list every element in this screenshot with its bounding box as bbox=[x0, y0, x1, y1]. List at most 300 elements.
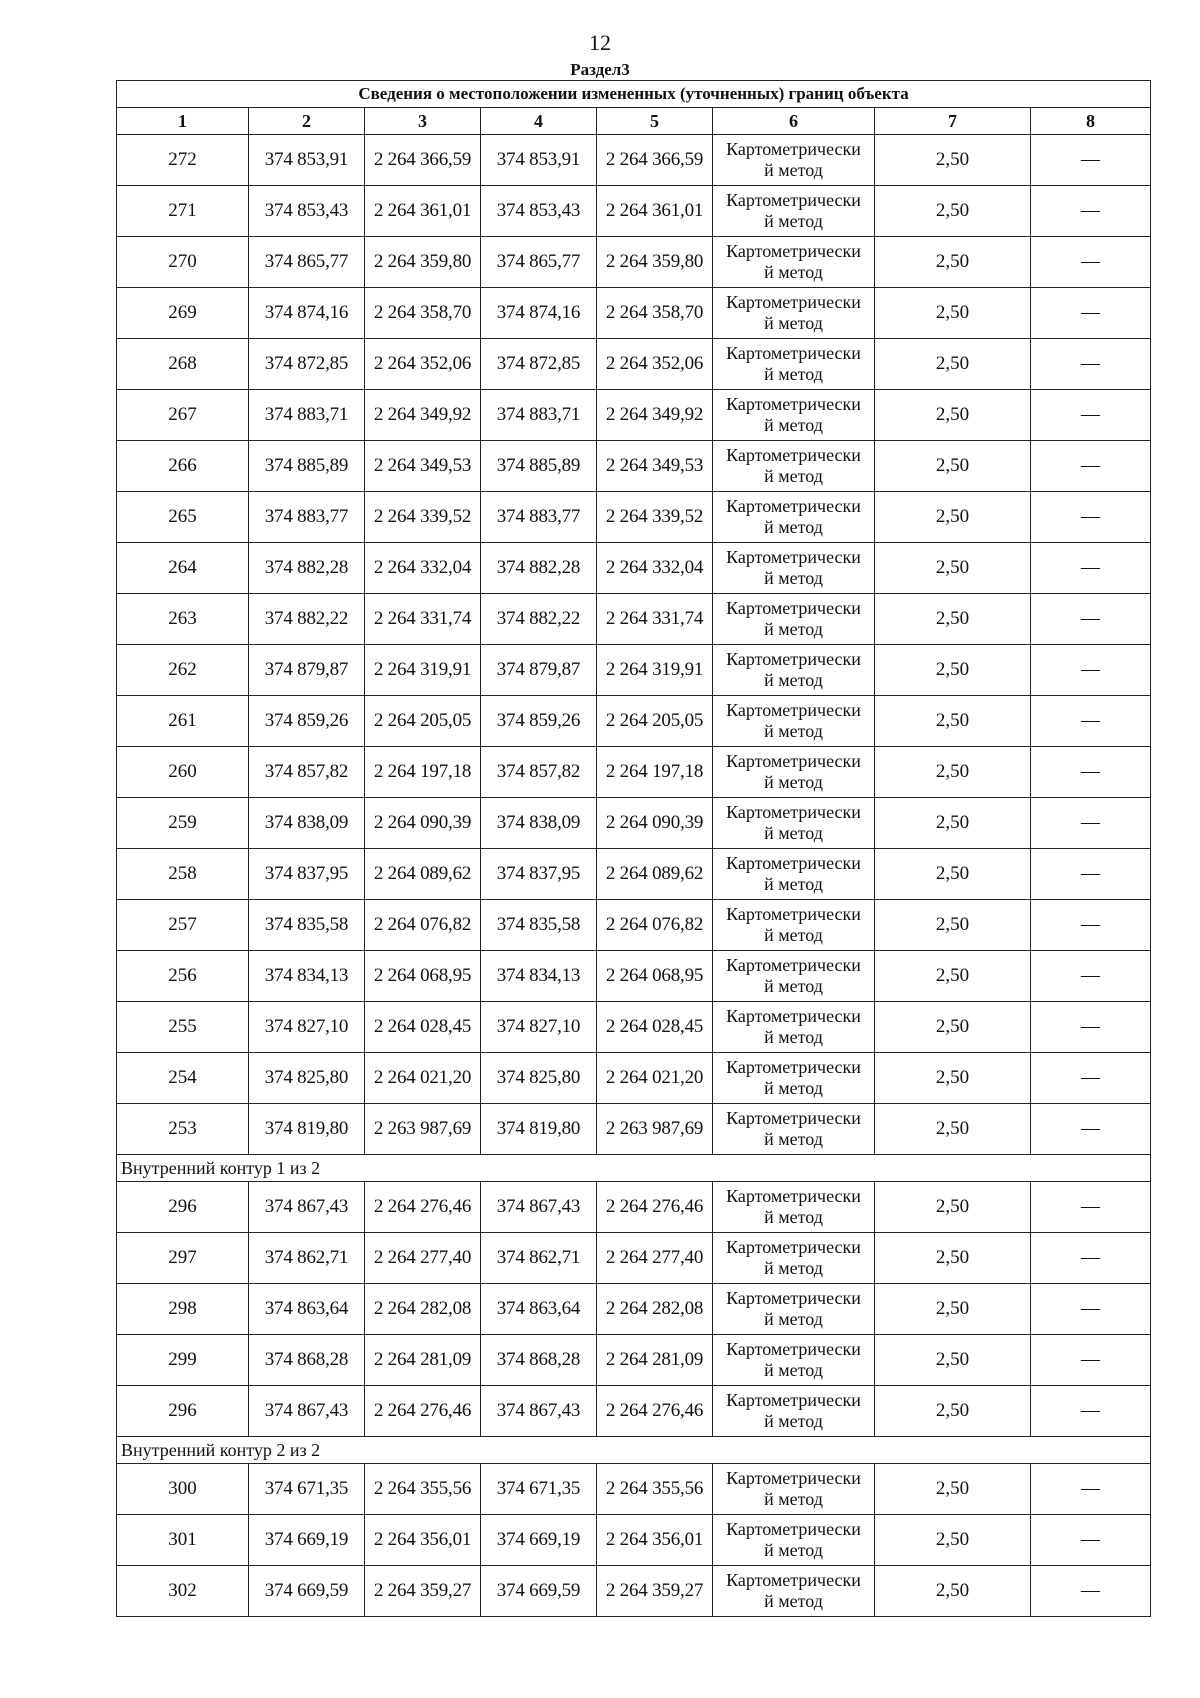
point-number-cell: 300 bbox=[117, 1464, 249, 1515]
y-new-cell: 2 264 352,06 bbox=[597, 339, 713, 390]
y-new-cell: 2 264 281,09 bbox=[597, 1335, 713, 1386]
y-new-cell: 2 264 349,92 bbox=[597, 390, 713, 441]
x-new-cell: 374 882,28 bbox=[481, 543, 597, 594]
x-old-cell: 374 827,10 bbox=[249, 1002, 365, 1053]
method-cell bbox=[713, 390, 875, 441]
description-dash-cell: — bbox=[1031, 1515, 1151, 1566]
method-text-line2: й метод bbox=[764, 874, 823, 894]
method-text-line1: Картометрически bbox=[726, 1390, 861, 1410]
description-dash-cell: — bbox=[1031, 1182, 1151, 1233]
accuracy-cell: 2,50 bbox=[875, 747, 1031, 798]
method-text-line2: й метод bbox=[764, 1207, 823, 1227]
method-cell bbox=[713, 849, 875, 900]
x-old-cell: 374 853,43 bbox=[249, 186, 365, 237]
table-row bbox=[117, 1002, 1151, 1053]
method-text-line1: Картометрически bbox=[726, 1237, 861, 1257]
description-dash-cell: — bbox=[1031, 492, 1151, 543]
x-old-cell: 374 669,59 bbox=[249, 1566, 365, 1617]
method-cell bbox=[713, 1053, 875, 1104]
accuracy-cell: 2,50 bbox=[875, 135, 1031, 186]
table-row bbox=[117, 645, 1151, 696]
x-new-cell: 374 838,09 bbox=[481, 798, 597, 849]
method-text-line2: й метод bbox=[764, 568, 823, 588]
method-text-line2: й метод bbox=[764, 1078, 823, 1098]
y-old-cell: 2 264 282,08 bbox=[365, 1284, 481, 1335]
point-number-cell: 262 bbox=[117, 645, 249, 696]
column-header: 7 bbox=[875, 108, 1031, 135]
method-text-line2: й метод bbox=[764, 1411, 823, 1431]
table-row bbox=[117, 135, 1151, 186]
y-new-cell: 2 264 366,59 bbox=[597, 135, 713, 186]
method-text-line1: Картометрически bbox=[726, 955, 861, 975]
x-new-cell: 374 872,85 bbox=[481, 339, 597, 390]
point-number-cell: 270 bbox=[117, 237, 249, 288]
y-new-cell: 2 264 282,08 bbox=[597, 1284, 713, 1335]
accuracy-cell: 2,50 bbox=[875, 186, 1031, 237]
description-dash-cell: — bbox=[1031, 1002, 1151, 1053]
table-row bbox=[117, 1335, 1151, 1386]
point-number-cell: 260 bbox=[117, 747, 249, 798]
x-new-cell: 374 837,95 bbox=[481, 849, 597, 900]
x-new-cell: 374 874,16 bbox=[481, 288, 597, 339]
method-text-line1: Картометрически bbox=[726, 1570, 861, 1590]
accuracy-cell: 2,50 bbox=[875, 645, 1031, 696]
point-number-cell: 299 bbox=[117, 1335, 249, 1386]
description-dash-cell: — bbox=[1031, 1464, 1151, 1515]
x-old-cell: 374 865,77 bbox=[249, 237, 365, 288]
method-text-line2: й метод bbox=[764, 823, 823, 843]
column-header: 5 bbox=[597, 108, 713, 135]
x-new-cell: 374 834,13 bbox=[481, 951, 597, 1002]
table-row bbox=[117, 1104, 1151, 1155]
method-text-line2: й метод bbox=[764, 364, 823, 384]
method-text-line1: Картометрически bbox=[726, 292, 861, 312]
y-new-cell: 2 264 349,53 bbox=[597, 441, 713, 492]
x-old-cell: 374 867,43 bbox=[249, 1182, 365, 1233]
y-new-cell: 2 264 068,95 bbox=[597, 951, 713, 1002]
method-cell bbox=[713, 696, 875, 747]
method-text-line1: Картометрически bbox=[726, 547, 861, 567]
accuracy-cell: 2,50 bbox=[875, 1464, 1031, 1515]
y-old-cell: 2 264 281,09 bbox=[365, 1335, 481, 1386]
y-new-cell: 2 264 028,45 bbox=[597, 1002, 713, 1053]
method-text-line1: Картометрически bbox=[726, 1006, 861, 1026]
y-old-cell: 2 264 358,70 bbox=[365, 288, 481, 339]
method-text-line2: й метод bbox=[764, 1258, 823, 1278]
method-text-line2: й метод bbox=[764, 1540, 823, 1560]
method-text-line2: й метод bbox=[764, 925, 823, 945]
point-number-cell: 271 bbox=[117, 186, 249, 237]
y-new-cell: 2 264 276,46 bbox=[597, 1386, 713, 1437]
point-number-cell: 265 bbox=[117, 492, 249, 543]
table-row bbox=[117, 849, 1151, 900]
accuracy-cell: 2,50 bbox=[875, 1284, 1031, 1335]
x-old-cell: 374 834,13 bbox=[249, 951, 365, 1002]
x-new-cell: 374 671,35 bbox=[481, 1464, 597, 1515]
point-number-cell: 301 bbox=[117, 1515, 249, 1566]
y-new-cell: 2 264 332,04 bbox=[597, 543, 713, 594]
description-dash-cell: — bbox=[1031, 696, 1151, 747]
column-header-row bbox=[117, 108, 1151, 135]
method-cell bbox=[713, 288, 875, 339]
method-text-line1: Картометрически bbox=[726, 139, 861, 159]
accuracy-cell: 2,50 bbox=[875, 1182, 1031, 1233]
description-dash-cell: — bbox=[1031, 1566, 1151, 1617]
accuracy-cell: 2,50 bbox=[875, 492, 1031, 543]
x-old-cell: 374 825,80 bbox=[249, 1053, 365, 1104]
table-row bbox=[117, 1284, 1151, 1335]
accuracy-cell: 2,50 bbox=[875, 1566, 1031, 1617]
accuracy-cell: 2,50 bbox=[875, 951, 1031, 1002]
x-new-cell: 374 863,64 bbox=[481, 1284, 597, 1335]
y-old-cell: 2 264 089,62 bbox=[365, 849, 481, 900]
x-new-cell: 374 885,89 bbox=[481, 441, 597, 492]
y-old-cell: 2 264 352,06 bbox=[365, 339, 481, 390]
y-new-cell: 2 264 197,18 bbox=[597, 747, 713, 798]
method-cell bbox=[713, 441, 875, 492]
y-new-cell: 2 264 356,01 bbox=[597, 1515, 713, 1566]
y-new-cell: 2 263 987,69 bbox=[597, 1104, 713, 1155]
inner-contour-1-label-row bbox=[117, 1155, 1151, 1182]
y-new-cell: 2 264 339,52 bbox=[597, 492, 713, 543]
description-dash-cell: — bbox=[1031, 390, 1151, 441]
y-old-cell: 2 264 319,91 bbox=[365, 645, 481, 696]
point-number-cell: 297 bbox=[117, 1233, 249, 1284]
table-title-row bbox=[117, 81, 1151, 108]
x-old-cell: 374 885,89 bbox=[249, 441, 365, 492]
y-old-cell: 2 264 356,01 bbox=[365, 1515, 481, 1566]
accuracy-cell: 2,50 bbox=[875, 798, 1031, 849]
method-cell bbox=[713, 339, 875, 390]
method-cell bbox=[713, 1515, 875, 1566]
description-dash-cell: — bbox=[1031, 849, 1151, 900]
method-text-line1: Картометрически bbox=[726, 802, 861, 822]
y-new-cell: 2 264 205,05 bbox=[597, 696, 713, 747]
accuracy-cell: 2,50 bbox=[875, 1386, 1031, 1437]
x-old-cell: 374 838,09 bbox=[249, 798, 365, 849]
coordinates-table bbox=[116, 80, 1151, 1617]
method-cell bbox=[713, 900, 875, 951]
y-old-cell: 2 263 987,69 bbox=[365, 1104, 481, 1155]
accuracy-cell: 2,50 bbox=[875, 390, 1031, 441]
column-header: 4 bbox=[481, 108, 597, 135]
method-text-line2: й метод bbox=[764, 1360, 823, 1380]
method-cell bbox=[713, 135, 875, 186]
y-new-cell: 2 264 358,70 bbox=[597, 288, 713, 339]
table-row bbox=[117, 186, 1151, 237]
point-number-cell: 266 bbox=[117, 441, 249, 492]
description-dash-cell: — bbox=[1031, 237, 1151, 288]
method-cell bbox=[713, 1104, 875, 1155]
y-old-cell: 2 264 349,53 bbox=[365, 441, 481, 492]
accuracy-cell: 2,50 bbox=[875, 1233, 1031, 1284]
method-text-line1: Картометрически bbox=[726, 394, 861, 414]
description-dash-cell: — bbox=[1031, 594, 1151, 645]
table-row bbox=[117, 492, 1151, 543]
method-cell bbox=[713, 645, 875, 696]
method-text-line2: й метод bbox=[764, 160, 823, 180]
method-cell bbox=[713, 543, 875, 594]
method-cell bbox=[713, 186, 875, 237]
y-old-cell: 2 264 276,46 bbox=[365, 1182, 481, 1233]
x-new-cell: 374 883,71 bbox=[481, 390, 597, 441]
x-new-cell: 374 825,80 bbox=[481, 1053, 597, 1104]
table-title: Сведения о местоположении измененных (уточненных) границ объекта bbox=[117, 81, 1151, 108]
y-old-cell: 2 264 090,39 bbox=[365, 798, 481, 849]
point-number-cell: 296 bbox=[117, 1386, 249, 1437]
method-cell bbox=[713, 492, 875, 543]
point-number-cell: 272 bbox=[117, 135, 249, 186]
x-new-cell: 374 867,43 bbox=[481, 1182, 597, 1233]
point-number-cell: 253 bbox=[117, 1104, 249, 1155]
description-dash-cell: — bbox=[1031, 135, 1151, 186]
y-new-cell: 2 264 361,01 bbox=[597, 186, 713, 237]
method-cell bbox=[713, 1566, 875, 1617]
description-dash-cell: — bbox=[1031, 798, 1151, 849]
method-cell bbox=[713, 951, 875, 1002]
method-text-line2: й метод bbox=[764, 517, 823, 537]
x-new-cell: 374 859,26 bbox=[481, 696, 597, 747]
table-row bbox=[117, 390, 1151, 441]
x-new-cell: 374 883,77 bbox=[481, 492, 597, 543]
table-row bbox=[117, 1464, 1151, 1515]
method-text-line1: Картометрически bbox=[726, 1519, 861, 1539]
method-text-line1: Картометрически bbox=[726, 496, 861, 516]
x-old-cell: 374 837,95 bbox=[249, 849, 365, 900]
y-old-cell: 2 264 332,04 bbox=[365, 543, 481, 594]
point-number-cell: 263 bbox=[117, 594, 249, 645]
y-old-cell: 2 264 028,45 bbox=[365, 1002, 481, 1053]
description-dash-cell: — bbox=[1031, 186, 1151, 237]
x-new-cell: 374 862,71 bbox=[481, 1233, 597, 1284]
method-cell bbox=[713, 1335, 875, 1386]
description-dash-cell: — bbox=[1031, 900, 1151, 951]
method-text-line2: й метод bbox=[764, 721, 823, 741]
x-old-cell: 374 853,91 bbox=[249, 135, 365, 186]
y-new-cell: 2 264 089,62 bbox=[597, 849, 713, 900]
y-old-cell: 2 264 349,92 bbox=[365, 390, 481, 441]
description-dash-cell: — bbox=[1031, 288, 1151, 339]
table-row bbox=[117, 1233, 1151, 1284]
x-new-cell: 374 865,77 bbox=[481, 237, 597, 288]
point-number-cell: 267 bbox=[117, 390, 249, 441]
method-text-line2: й метод bbox=[764, 1489, 823, 1509]
column-header: 2 bbox=[249, 108, 365, 135]
table-row bbox=[117, 951, 1151, 1002]
description-dash-cell: — bbox=[1031, 951, 1151, 1002]
x-old-cell: 374 867,43 bbox=[249, 1386, 365, 1437]
accuracy-cell: 2,50 bbox=[875, 1104, 1031, 1155]
method-cell bbox=[713, 747, 875, 798]
x-new-cell: 374 868,28 bbox=[481, 1335, 597, 1386]
x-old-cell: 374 879,87 bbox=[249, 645, 365, 696]
method-cell bbox=[713, 1233, 875, 1284]
accuracy-cell: 2,50 bbox=[875, 696, 1031, 747]
y-new-cell: 2 264 276,46 bbox=[597, 1182, 713, 1233]
x-old-cell: 374 883,71 bbox=[249, 390, 365, 441]
method-text-line1: Картометрически bbox=[726, 1288, 861, 1308]
method-text-line2: й метод bbox=[764, 976, 823, 996]
point-number-cell: 254 bbox=[117, 1053, 249, 1104]
point-number-cell: 261 bbox=[117, 696, 249, 747]
method-text-line2: й метод bbox=[764, 1129, 823, 1149]
method-text-line1: Картометрически bbox=[726, 649, 861, 669]
y-new-cell: 2 264 359,27 bbox=[597, 1566, 713, 1617]
description-dash-cell: — bbox=[1031, 1233, 1151, 1284]
description-dash-cell: — bbox=[1031, 543, 1151, 594]
accuracy-cell: 2,50 bbox=[875, 849, 1031, 900]
accuracy-cell: 2,50 bbox=[875, 237, 1031, 288]
method-text-line1: Картометрически bbox=[726, 1186, 861, 1206]
method-cell bbox=[713, 237, 875, 288]
accuracy-cell: 2,50 bbox=[875, 1335, 1031, 1386]
method-text-line2: й метод bbox=[764, 1309, 823, 1329]
table-row bbox=[117, 441, 1151, 492]
x-new-cell: 374 835,58 bbox=[481, 900, 597, 951]
y-old-cell: 2 264 361,01 bbox=[365, 186, 481, 237]
point-number-cell: 256 bbox=[117, 951, 249, 1002]
method-text-line1: Картометрически bbox=[726, 853, 861, 873]
accuracy-cell: 2,50 bbox=[875, 441, 1031, 492]
point-number-cell: 298 bbox=[117, 1284, 249, 1335]
table-row bbox=[117, 594, 1151, 645]
description-dash-cell: — bbox=[1031, 747, 1151, 798]
y-new-cell: 2 264 319,91 bbox=[597, 645, 713, 696]
table-row bbox=[117, 1386, 1151, 1437]
description-dash-cell: — bbox=[1031, 1104, 1151, 1155]
x-new-cell: 374 879,87 bbox=[481, 645, 597, 696]
method-text-line2: й метод bbox=[764, 262, 823, 282]
point-number-cell: 269 bbox=[117, 288, 249, 339]
table-row bbox=[117, 900, 1151, 951]
table-body bbox=[117, 81, 1151, 1617]
point-number-cell: 257 bbox=[117, 900, 249, 951]
accuracy-cell: 2,50 bbox=[875, 543, 1031, 594]
method-text-line1: Картометрически bbox=[726, 1339, 861, 1359]
method-cell bbox=[713, 1002, 875, 1053]
description-dash-cell: — bbox=[1031, 1386, 1151, 1437]
point-number-cell: 268 bbox=[117, 339, 249, 390]
table-row bbox=[117, 798, 1151, 849]
x-new-cell: 374 819,80 bbox=[481, 1104, 597, 1155]
method-text-line2: й метод bbox=[764, 772, 823, 792]
method-cell bbox=[713, 1182, 875, 1233]
column-header: 8 bbox=[1031, 108, 1151, 135]
method-text-line1: Картометрически bbox=[726, 445, 861, 465]
method-text-line1: Картометрически bbox=[726, 241, 861, 261]
x-old-cell: 374 883,77 bbox=[249, 492, 365, 543]
table-row bbox=[117, 543, 1151, 594]
accuracy-cell: 2,50 bbox=[875, 594, 1031, 645]
y-old-cell: 2 264 068,95 bbox=[365, 951, 481, 1002]
description-dash-cell: — bbox=[1031, 1053, 1151, 1104]
x-new-cell: 374 853,43 bbox=[481, 186, 597, 237]
y-old-cell: 2 264 366,59 bbox=[365, 135, 481, 186]
x-old-cell: 374 671,35 bbox=[249, 1464, 365, 1515]
y-old-cell: 2 264 359,27 bbox=[365, 1566, 481, 1617]
x-old-cell: 374 874,16 bbox=[249, 288, 365, 339]
table-row bbox=[117, 696, 1151, 747]
table-row bbox=[117, 1182, 1151, 1233]
y-new-cell: 2 264 090,39 bbox=[597, 798, 713, 849]
y-old-cell: 2 264 355,56 bbox=[365, 1464, 481, 1515]
column-header: 3 bbox=[365, 108, 481, 135]
y-old-cell: 2 264 197,18 bbox=[365, 747, 481, 798]
method-cell bbox=[713, 798, 875, 849]
y-old-cell: 2 264 205,05 bbox=[365, 696, 481, 747]
description-dash-cell: — bbox=[1031, 1335, 1151, 1386]
method-text-line1: Картометрически bbox=[726, 1057, 861, 1077]
x-new-cell: 374 882,22 bbox=[481, 594, 597, 645]
y-new-cell: 2 264 355,56 bbox=[597, 1464, 713, 1515]
table-row bbox=[117, 1515, 1151, 1566]
x-old-cell: 374 872,85 bbox=[249, 339, 365, 390]
accuracy-cell: 2,50 bbox=[875, 1053, 1031, 1104]
y-old-cell: 2 264 277,40 bbox=[365, 1233, 481, 1284]
method-text-line2: й метод bbox=[764, 415, 823, 435]
method-text-line2: й метод bbox=[764, 466, 823, 486]
x-new-cell: 374 853,91 bbox=[481, 135, 597, 186]
x-old-cell: 374 859,26 bbox=[249, 696, 365, 747]
point-number-cell: 259 bbox=[117, 798, 249, 849]
point-number-cell: 255 bbox=[117, 1002, 249, 1053]
method-text-line1: Картометрически bbox=[726, 700, 861, 720]
method-cell bbox=[713, 1284, 875, 1335]
method-text-line1: Картометрически bbox=[726, 751, 861, 771]
method-text-line1: Картометрически bbox=[726, 1108, 861, 1128]
method-text-line1: Картометрически bbox=[726, 1468, 861, 1488]
accuracy-cell: 2,50 bbox=[875, 1002, 1031, 1053]
y-old-cell: 2 264 276,46 bbox=[365, 1386, 481, 1437]
method-text-line2: й метод bbox=[764, 670, 823, 690]
method-cell bbox=[713, 594, 875, 645]
x-new-cell: 374 827,10 bbox=[481, 1002, 597, 1053]
description-dash-cell: — bbox=[1031, 339, 1151, 390]
y-old-cell: 2 264 076,82 bbox=[365, 900, 481, 951]
column-header: 6 bbox=[713, 108, 875, 135]
inner-contour-2-label-row bbox=[117, 1437, 1151, 1464]
method-text-line2: й метод bbox=[764, 1027, 823, 1047]
method-text-line2: й метод bbox=[764, 1591, 823, 1611]
x-old-cell: 374 868,28 bbox=[249, 1335, 365, 1386]
x-new-cell: 374 669,19 bbox=[481, 1515, 597, 1566]
description-dash-cell: — bbox=[1031, 441, 1151, 492]
table-row bbox=[117, 288, 1151, 339]
x-old-cell: 374 819,80 bbox=[249, 1104, 365, 1155]
y-old-cell: 2 264 359,80 bbox=[365, 237, 481, 288]
accuracy-cell: 2,50 bbox=[875, 1515, 1031, 1566]
accuracy-cell: 2,50 bbox=[875, 900, 1031, 951]
x-old-cell: 374 857,82 bbox=[249, 747, 365, 798]
x-old-cell: 374 863,64 bbox=[249, 1284, 365, 1335]
inner-contour-1-label: Внутренний контур 1 из 2 bbox=[117, 1155, 1151, 1182]
x-old-cell: 374 669,19 bbox=[249, 1515, 365, 1566]
accuracy-cell: 2,50 bbox=[875, 288, 1031, 339]
accuracy-cell: 2,50 bbox=[875, 339, 1031, 390]
method-text-line2: й метод bbox=[764, 313, 823, 333]
method-text-line1: Картометрически bbox=[726, 598, 861, 618]
table-row bbox=[117, 1053, 1151, 1104]
y-new-cell: 2 264 021,20 bbox=[597, 1053, 713, 1104]
section-label: Раздел3 bbox=[570, 60, 630, 79]
page-number: 12 bbox=[589, 30, 611, 55]
description-dash-cell: — bbox=[1031, 645, 1151, 696]
x-new-cell: 374 867,43 bbox=[481, 1386, 597, 1437]
y-new-cell: 2 264 076,82 bbox=[597, 900, 713, 951]
description-dash-cell: — bbox=[1031, 1284, 1151, 1335]
y-old-cell: 2 264 021,20 bbox=[365, 1053, 481, 1104]
y-old-cell: 2 264 331,74 bbox=[365, 594, 481, 645]
